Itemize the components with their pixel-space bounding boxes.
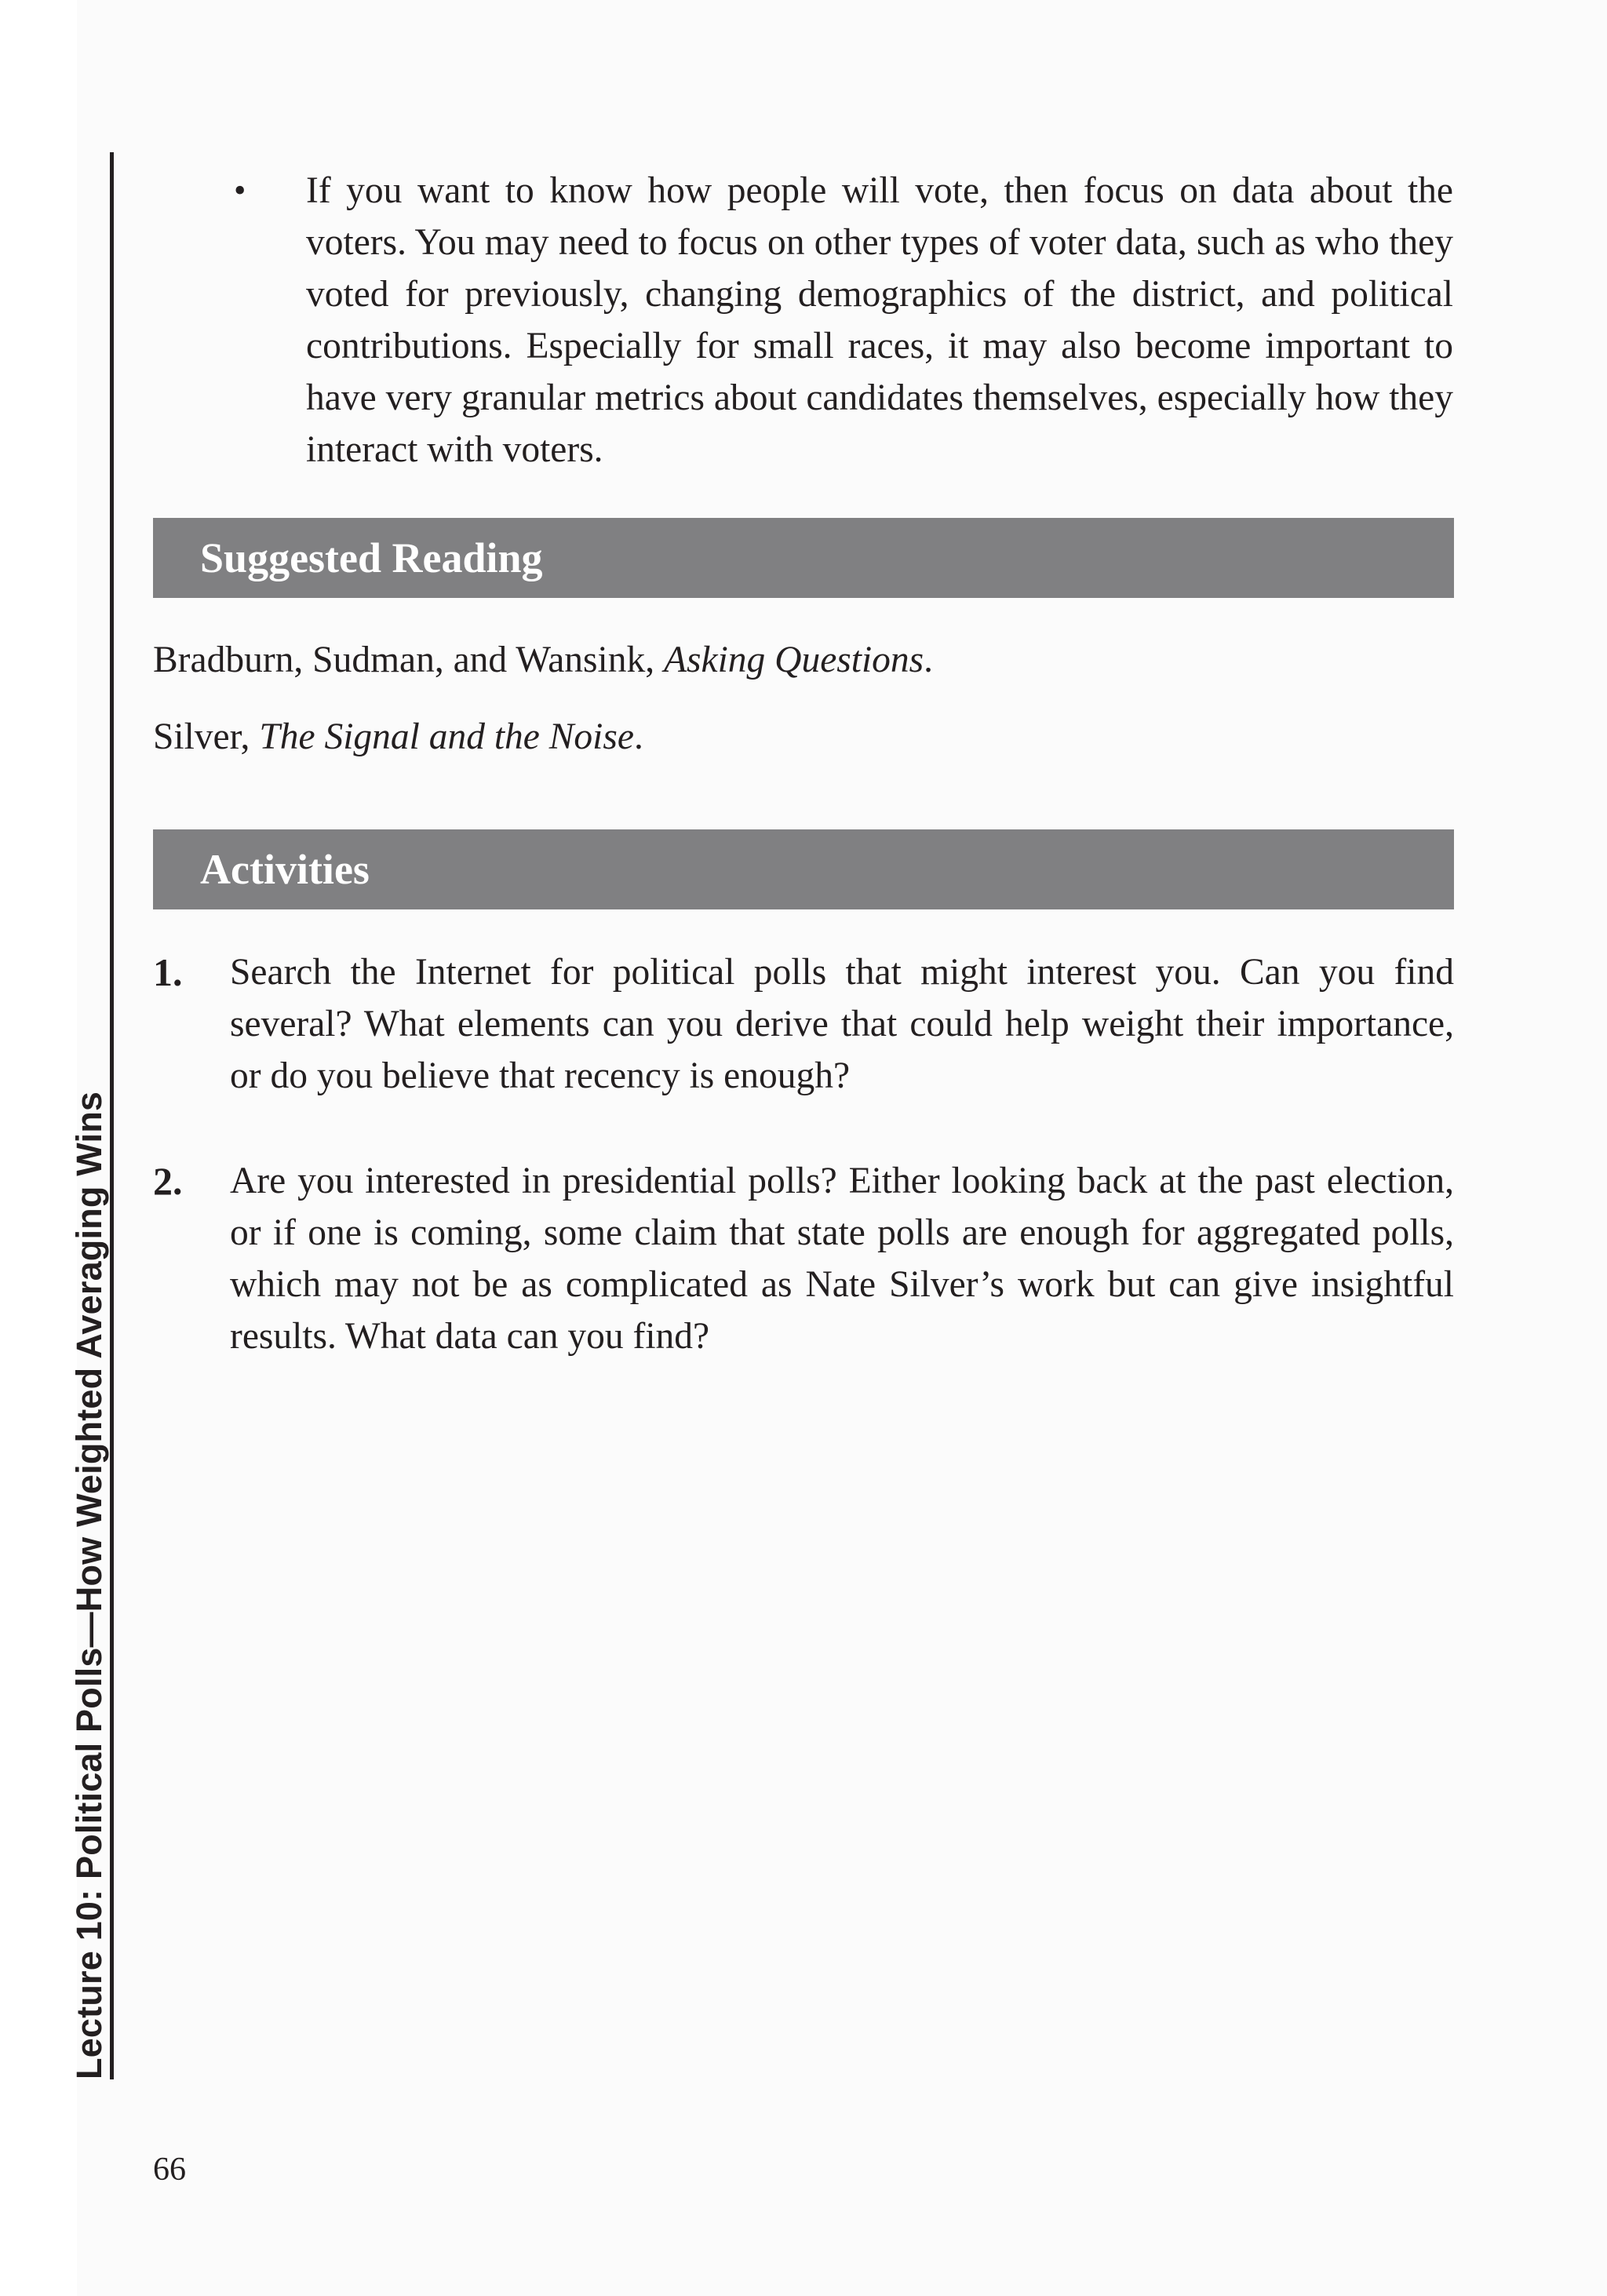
reading-end: . xyxy=(924,640,934,680)
reading-author: Bradburn, Sudman, and Wansink, xyxy=(153,640,664,680)
activity-text: Are you interested in presidential polls? Either looking back at the past election, or if one is coming, some claim that state polls are enough for aggregated polls, which may not be as complicated as Nate Silver’s work but can give insightful results. What data can you find? xyxy=(230,1161,1454,1357)
running-head-lecture-title: Lecture 10: Political Polls—How Weighted Averaging Wins xyxy=(69,1091,109,2079)
reading-title: Asking Questions xyxy=(664,640,924,680)
bullet-paragraph: If you want to know how people will vote, then focus on data about the voters. You may need to focus on other types of voter data, such as who they voted for previously, changing demographics of the district, and political contributions. Especially for small races, it may also become important to have very granular metrics about candidates themselves, especially how they interact with voters. xyxy=(306,170,1453,470)
activity-text: Search the Internet for political polls that might interest you. Can you find several? What elements can you derive that could help weight their importance, or do you believe that recency is enough? xyxy=(230,952,1454,1096)
reading-item xyxy=(153,634,933,686)
reading-item xyxy=(153,711,643,763)
side-rule xyxy=(110,152,114,2079)
activities-heading: Activities xyxy=(153,829,1454,909)
bullet-marker: • xyxy=(234,171,246,210)
suggested-reading-heading: Suggested Reading xyxy=(153,518,1454,598)
reading-title: The Signal and the Noise xyxy=(259,716,634,757)
page-number: 66 xyxy=(153,2152,186,2188)
reading-end: . xyxy=(633,716,643,757)
activity-number: 2. xyxy=(153,1159,183,1203)
activity-number: 1. xyxy=(153,950,183,994)
reading-author: Silver, xyxy=(153,716,260,757)
